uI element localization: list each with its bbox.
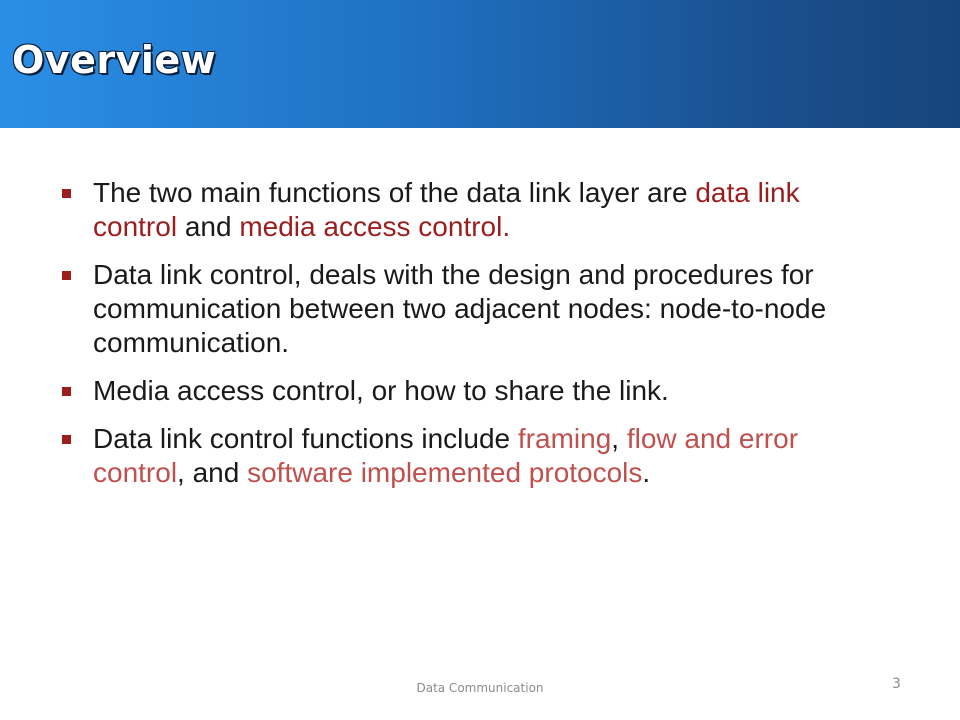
page-number: 3: [892, 676, 901, 692]
square-bullet-icon: [62, 271, 71, 280]
bullet-text-part: .: [642, 457, 651, 488]
bullet-text-part: ,: [611, 423, 627, 454]
square-bullet-icon: [62, 387, 71, 396]
bullet-list: [56, 176, 886, 504]
bullet-item: [56, 176, 886, 244]
bullet-item: [56, 374, 886, 408]
bullet-text-part: The two main functions of the data link layer are: [93, 177, 696, 208]
bullet-text-part: Media access control, or how to share the link.: [93, 375, 669, 406]
highlighted-term: flow and error control: [93, 423, 799, 488]
bullet-text-part: Data link control, deals with the design and procedures for communication between two adjacent nodes: node-to-node communication.: [93, 259, 827, 358]
footer-label: Data Communication: [416, 681, 544, 695]
highlighted-term: software implemented protocols: [247, 457, 643, 488]
square-bullet-icon: [62, 189, 71, 198]
highlighted-term: framing: [517, 423, 612, 454]
square-bullet-icon: [62, 435, 71, 444]
slide-title: Overview: [12, 38, 217, 82]
highlighted-term: data link control: [93, 177, 800, 242]
bullet-text-part: , and: [177, 457, 248, 488]
bullet-text-part: and: [177, 211, 240, 242]
bullet-item: [56, 422, 886, 490]
title-bar: [0, 0, 960, 128]
highlighted-term: media access control.: [239, 211, 511, 242]
bullet-item: [56, 258, 886, 360]
bullet-text-part: Data link control functions include: [93, 423, 518, 454]
